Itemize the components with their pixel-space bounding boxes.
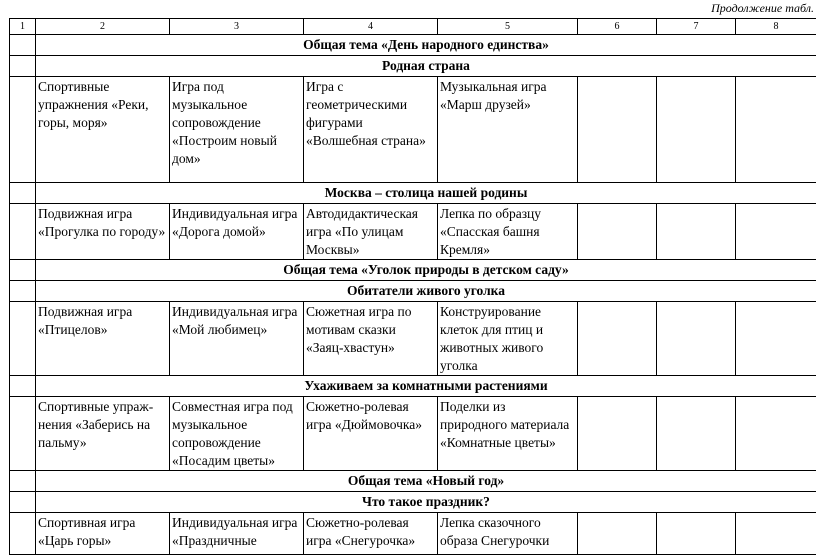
- subtheme-heading: Родная страна: [36, 56, 816, 77]
- table-cell: Индивидуальная игра «Дорога домой»: [170, 204, 304, 260]
- theme-heading: Общая тема «Новый год»: [36, 471, 816, 492]
- table-row: [10, 302, 816, 376]
- theme-heading: Общая тема «День народного единства»: [36, 35, 816, 56]
- continuation-label: Продолжение табл.: [711, 1, 814, 15]
- table-cell: Музыкальная игра «Марш друзей»: [438, 77, 578, 183]
- table-cell: Подвижная игра «Птицелов»: [36, 302, 170, 376]
- theme-heading: Общая тема «Уголок природы в детском саду»: [36, 260, 816, 281]
- table-cell: Подвижная игра «Прогулка по городу»: [36, 204, 170, 260]
- table-cell: Лепка по образцу «Спасская башня Кремля»: [438, 204, 578, 260]
- table-cell: Совместная игра под музыкальное сопровождение «Посадим цветы»: [170, 397, 304, 471]
- table-row: [10, 204, 816, 260]
- table-cell: Спортивная игра «Царь горы»: [36, 513, 170, 555]
- table-cell: Сюжетно-ролевая игра «Снегурочка»: [304, 513, 438, 555]
- table-row: [10, 513, 816, 555]
- column-number-row: [10, 19, 816, 35]
- table-cell: Сюжетно-ролевая игра «Дюймовочка»: [304, 397, 438, 471]
- column-number: 5: [438, 19, 578, 35]
- subtheme-heading: Что такое праздник?: [36, 492, 816, 513]
- table-cell: Спортивные упражнения «Реки, горы, моря»: [36, 77, 170, 183]
- column-number: 3: [170, 19, 304, 35]
- table-cell: Автодидактическая игра «По улицам Москвы»: [304, 204, 438, 260]
- column-number: 1: [10, 19, 36, 35]
- table-cell: Индивидуальная игра «Праздничные: [170, 513, 304, 555]
- table-cell: Сюжетная игра по мотивам сказки «Заяц-хвастун»: [304, 302, 438, 376]
- table-cell: Индивидуальная игра «Мой любимец»: [170, 302, 304, 376]
- subtheme-heading: Обитатели живого уголка: [36, 281, 816, 302]
- table-row: [10, 77, 816, 183]
- table-row: [10, 397, 816, 471]
- table-cell: Лепка сказочного образа Снегурочки: [438, 513, 578, 555]
- column-number: 2: [36, 19, 170, 35]
- table-cell: Спортивные упраж- нения «Заберись на пальму»: [36, 397, 170, 471]
- subtheme-heading: Ухаживаем за комнатными растениями: [36, 376, 816, 397]
- column-number: 7: [657, 19, 736, 35]
- table-cell: Игра с геометрическими фигурами «Волшебная страна»: [304, 77, 438, 183]
- column-number: 6: [578, 19, 657, 35]
- table-cell: Конструирование клеток для птиц и животных живого уголка: [438, 302, 578, 376]
- column-number: 4: [304, 19, 438, 35]
- subtheme-heading: Москва – столица нашей родины: [36, 183, 816, 204]
- activity-table: [9, 18, 816, 555]
- table-cell: Игра под музыкальное сопровождение «Построим новый дом»: [170, 77, 304, 183]
- table-cell: Поделки из природного материала «Комнатные цветы»: [438, 397, 578, 471]
- column-number: 8: [736, 19, 816, 35]
